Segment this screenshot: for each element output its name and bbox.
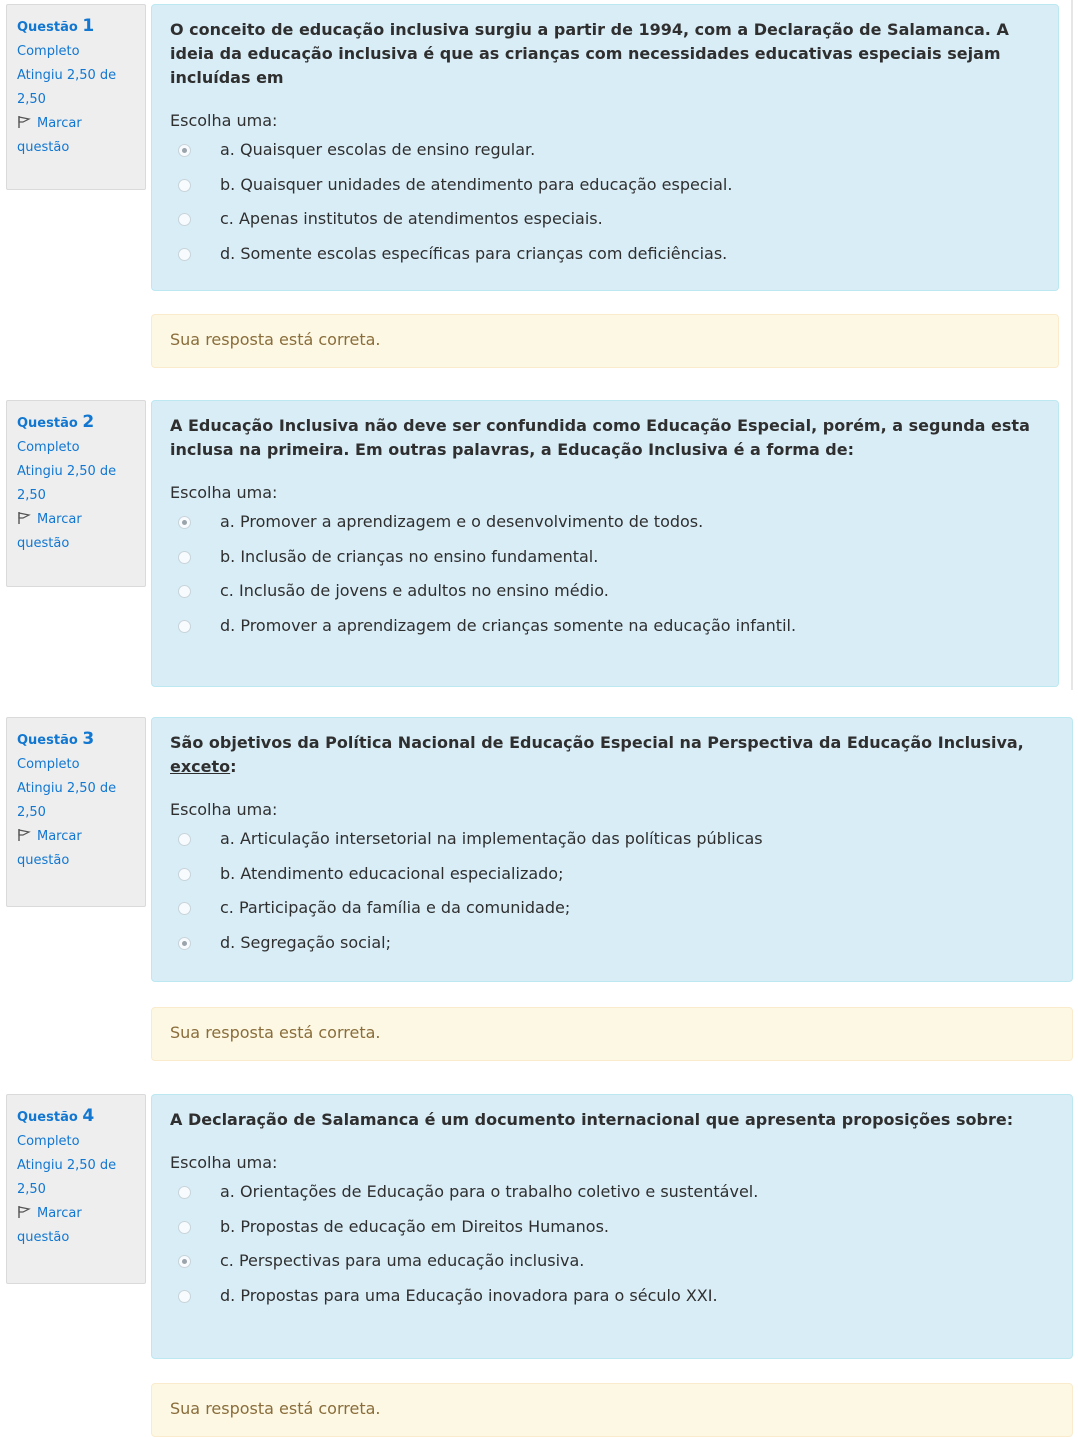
answer-option[interactable]: a. Orientações de Educação para o trabalho coletivo e sustentável. (170, 1175, 1054, 1210)
question-grade: Atingiu 2,50 de 2,50 (17, 1158, 117, 1197)
radio-button[interactable] (178, 868, 191, 881)
question-state: Completo (17, 44, 80, 59)
radio-button[interactable] (178, 902, 191, 915)
answer-prompt: Escolha uma: (170, 111, 278, 130)
answer-feedback: Sua resposta está correta. (151, 1383, 1073, 1437)
answer-option[interactable]: c. Apenas institutos de atendimentos especiais. (170, 202, 1040, 237)
radio-button[interactable] (178, 516, 191, 529)
radio-button[interactable] (178, 179, 191, 192)
answer-feedback: Sua resposta está correta. (151, 314, 1059, 368)
page-scroll-divider (1071, 0, 1073, 690)
answer-option[interactable]: d. Somente escolas específicas para crianças com deficiências. (170, 237, 1040, 272)
flag-icon (17, 1205, 31, 1219)
question-info (6, 4, 146, 190)
flag-icon (17, 115, 31, 129)
flag-question-link[interactable]: Marcar questão (17, 116, 82, 155)
answer-option[interactable]: d. Propostas para uma Educação inovadora para o século XXI. (170, 1279, 1054, 1314)
answer-option[interactable]: d. Segregação social; (170, 926, 1054, 961)
radio-button[interactable] (178, 144, 191, 157)
answer-list (170, 133, 1040, 271)
question-number: Questão 2 (17, 412, 95, 432)
question-formulation (151, 1094, 1073, 1359)
answer-option[interactable]: a. Promover a aprendizagem e o desenvolvimento de todos. (170, 505, 1040, 540)
flag-question-link[interactable]: Marcar questão (17, 829, 82, 868)
question-number: Questão 3 (17, 729, 95, 749)
answer-list (170, 1175, 1054, 1313)
flag-icon (17, 828, 31, 842)
answer-option[interactable]: d. Promover a aprendizagem de crianças somente na educação infantil. (170, 609, 1040, 644)
answer-list (170, 505, 1040, 643)
answer-option[interactable]: b. Inclusão de crianças no ensino fundamental. (170, 540, 1040, 575)
radio-button[interactable] (178, 833, 191, 846)
radio-button[interactable] (178, 213, 191, 226)
answer-option[interactable]: c. Perspectivas para uma educação inclusiva. (170, 1244, 1054, 1279)
answer-prompt: Escolha uma: (170, 1153, 278, 1172)
answer-option[interactable]: c. Participação da família e da comunidade; (170, 891, 1054, 926)
question-number: Questão 4 (17, 1106, 95, 1126)
question-info (6, 1094, 146, 1284)
question-grade: Atingiu 2,50 de 2,50 (17, 68, 117, 107)
answer-feedback: Sua resposta está correta. (151, 1007, 1073, 1061)
question-text: A Educação Inclusiva não deve ser confundida como Educação Especial, porém, a segunda esta inclusa na primeira. Em outras palavras, a Educação Inclusiva é a forma de: (170, 416, 1030, 459)
question-formulation (151, 717, 1073, 982)
question-formulation (151, 400, 1059, 687)
flag-question-link[interactable]: Marcar questão (17, 1206, 82, 1245)
answer-option[interactable]: a. Quaisquer escolas de ensino regular. (170, 133, 1040, 168)
radio-button[interactable] (178, 1255, 191, 1268)
radio-button[interactable] (178, 551, 191, 564)
answer-option[interactable]: a. Articulação intersetorial na implementação das políticas públicas (170, 822, 1054, 857)
question-grade: Atingiu 2,50 de 2,50 (17, 781, 117, 820)
answer-option[interactable]: b. Quaisquer unidades de atendimento para educação especial. (170, 168, 1040, 203)
answer-option[interactable]: c. Inclusão de jovens e adultos no ensino médio. (170, 574, 1040, 609)
question-state: Completo (17, 440, 80, 455)
radio-button[interactable] (178, 585, 191, 598)
question-info (6, 717, 146, 907)
answer-list (170, 822, 1054, 960)
radio-button[interactable] (178, 1290, 191, 1303)
radio-button[interactable] (178, 1186, 191, 1199)
question-text: O conceito de educação inclusiva surgiu a partir de 1994, com a Declaração de Salamanca. A ideia da educação inclusiva é que as crianças com necessidades educativas especiais sejam incluídas em (170, 20, 1009, 87)
answer-prompt: Escolha uma: (170, 483, 278, 502)
question-number: Questão 1 (17, 16, 95, 36)
question-text: A Declaração de Salamanca é um documento internacional que apresenta proposições sobre: (170, 1110, 1014, 1129)
answer-option[interactable]: b. Propostas de educação em Direitos Humanos. (170, 1210, 1054, 1245)
radio-button[interactable] (178, 937, 191, 950)
answer-prompt: Escolha uma: (170, 800, 278, 819)
answer-option[interactable]: b. Atendimento educacional especializado; (170, 857, 1054, 892)
question-formulation (151, 4, 1059, 291)
question-grade: Atingiu 2,50 de 2,50 (17, 464, 117, 503)
emphasis-exceto: exceto (170, 757, 231, 776)
question-text: São objetivos da Política Nacional de Educação Especial na Perspectiva da Educação Inclusiva, exceto: (170, 733, 1024, 776)
radio-button[interactable] (178, 620, 191, 633)
radio-button[interactable] (178, 1221, 191, 1234)
question-info (6, 400, 146, 587)
flag-question-link[interactable]: Marcar questão (17, 512, 82, 551)
question-state: Completo (17, 1134, 80, 1149)
question-state: Completo (17, 757, 80, 772)
radio-button[interactable] (178, 248, 191, 261)
flag-icon (17, 511, 31, 525)
